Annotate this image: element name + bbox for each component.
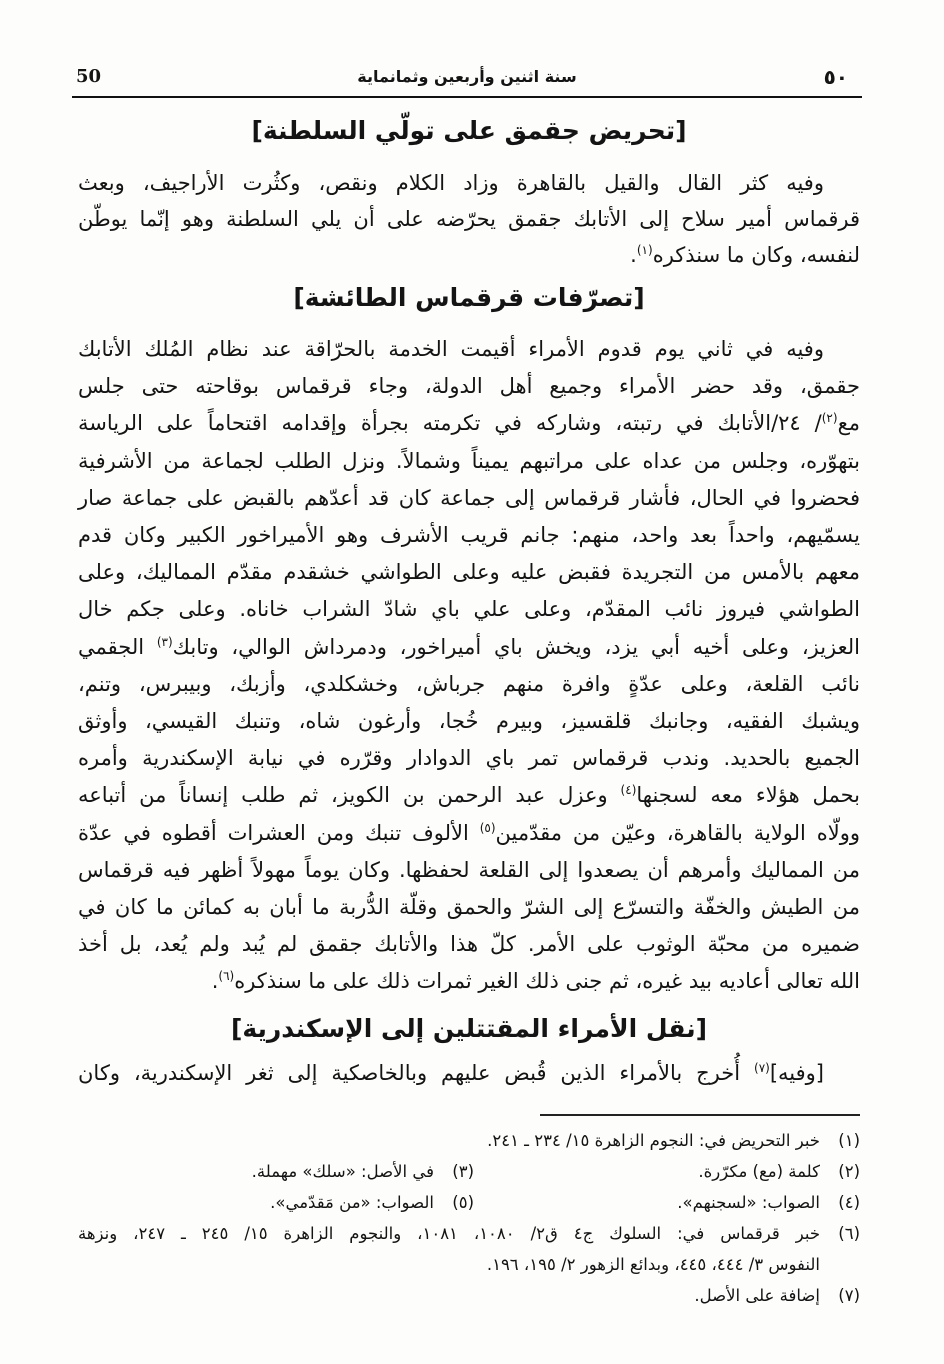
header-rule	[72, 96, 862, 98]
text-line	[78, 777, 860, 814]
footnote-number: (٦)	[838, 1224, 860, 1243]
text-run: .	[630, 243, 637, 267]
text-run: يسمّيهم، واحداً بعد واحد، منهم: جانم قريب الأشرف وهو الأميراخور الكبير وكان قدم	[78, 523, 860, 548]
text-line	[78, 852, 860, 889]
footnote-line: خبر قرقماس في: السلوك ج٤ ق٢/ ١٠٨٠، ١٠٨١، والنجوم الزاهرة ١٥/ ٢٤٥ ـ ٢٤٧، ونزهة	[78, 1224, 821, 1243]
footnote-text	[474, 1187, 820, 1218]
footnote-line: كلمة (مع) مكرّرة.	[698, 1162, 820, 1181]
text-line	[78, 331, 860, 368]
text-run: الطواشي فيروز نائب المقدّم، وعلى علي باي شادّ الشراب خاناه. وعلى جكم خال	[78, 597, 860, 622]
footnote-text	[78, 1280, 820, 1311]
footnote-reference: (١)	[636, 243, 653, 257]
footnote	[78, 1125, 860, 1156]
text-run: الجميع بالحديد. وندب قرقماس تمر باي الدوادار وقرّره في نيابة الإسكندرية وأمره	[78, 746, 860, 771]
text-run: لنفسه، وكان ما سنذكره	[652, 243, 860, 267]
footnote-reference: (٦)	[218, 969, 235, 984]
paragraph-incitement	[78, 165, 860, 273]
text-run: الجقمي	[78, 634, 157, 659]
text-run: [وفيه]	[769, 1061, 824, 1085]
text-line	[78, 703, 860, 740]
text-line	[78, 629, 860, 666]
text-line	[78, 591, 860, 628]
footnote-reference: (٧)	[754, 1061, 770, 1075]
text-line	[78, 889, 860, 926]
footnote-reference: (٣)	[156, 634, 173, 649]
footnote-number: (١)	[838, 1131, 860, 1150]
text-run: قرقماس أمير سلاح إلى الأتابك جقمق يحرّضه على أن يلي السلطنة وهو إنّما يوطّن	[78, 207, 860, 231]
paragraph-reckless-actions	[78, 331, 860, 1001]
text-line	[78, 405, 860, 442]
text-run: ويشبك الفقيه، وجانبك قلقسيز، وبيرم خُجا، وأرغون شاه، وتنبك القيسي، وأوثق	[78, 709, 860, 734]
footnote	[474, 1187, 860, 1218]
text-run: مع	[837, 411, 860, 436]
text-line	[78, 443, 860, 480]
text-line	[78, 201, 860, 237]
text-line	[78, 517, 860, 554]
running-head	[72, 62, 862, 92]
text-line	[78, 815, 860, 852]
text-line	[78, 1055, 860, 1092]
footnote-text	[474, 1156, 820, 1187]
text-run: نائب القلعة، وعلى عدّةٍ وافرة منهم جرباش، وخشكلدي، وأزبك، وبيبرس، وتنم،	[78, 671, 860, 696]
text-line	[78, 237, 860, 273]
text-run: العزيز، وعلى أخيه أبي يزد، ويخش باي أميراخور، ودمرداش الوالي، وتابك	[172, 634, 861, 659]
footnote-row	[78, 1218, 860, 1280]
section-title-incitement: [تحريض جقمق على تولّي السلطنة]	[251, 116, 687, 145]
footnote-row	[78, 1187, 860, 1218]
footnote	[78, 1156, 474, 1187]
footnote-text	[78, 1156, 434, 1187]
footnote-row	[78, 1280, 860, 1311]
text-line	[78, 554, 860, 591]
text-line	[78, 963, 860, 1000]
text-run: من الطيش والخفّة والتسرّع إلى الشرّ والحمق وقلّة الدُّربة ما أبان به كمائن ما كان في	[78, 895, 860, 920]
text-line	[78, 368, 860, 405]
footnote	[78, 1280, 860, 1311]
footnote	[474, 1156, 860, 1187]
footnote-row	[78, 1125, 860, 1156]
footnote	[78, 1187, 474, 1218]
footnote-number: (٧)	[838, 1286, 860, 1305]
text-run: الألوف تنبك ومن العشرات أقطوه في عدّة	[78, 820, 480, 845]
footnote-reference: (٥)	[479, 820, 496, 835]
footnote-text	[78, 1187, 434, 1218]
footnote	[78, 1218, 860, 1280]
footnote-rule	[540, 1114, 860, 1116]
text-run: وفيه كثر القال والقيل بالقاهرة وزاد الكلام ونقص، وكثُرت الأراجيف، وبعث	[78, 171, 824, 195]
footnote-row	[78, 1156, 860, 1187]
footnote-reference: (٤)	[620, 783, 637, 798]
text-run: / ٢٤/الأتابك في رتبته، وشاركه في تكرمته بجرأة وإقدامه اقتحاماً على الرياسة	[78, 411, 822, 436]
text-run: بتهوّره، وجلس من عداه على مراتبهم يميناً وشمالاً. ونزل الطلب لجماعة من الأشرفية	[78, 448, 860, 473]
footnote-line: في الأصل: «سلك» مهملة.	[251, 1162, 434, 1181]
text-run: أُخرج بالأمراء الذين قُبض عليهم وبالخاصكية إلى ثغر الإسكندرية، وكان	[78, 1061, 754, 1085]
footnote-number: (٣)	[452, 1162, 474, 1181]
text-run: جقمق، وقد حضر الأمراء وجميع أهل الدولة، وجاء قرقماس بوقاحته حتى جلس	[78, 374, 860, 399]
running-title: سنة اثنين وأربعين وثمانماية	[357, 67, 577, 86]
text-run: وفيه في ثاني يوم قدوم الأمراء أقيمت الخدمة بالحرّاقة عند نظام المُلك الأتابك	[78, 337, 824, 361]
section-title-reckless-actions: [تصرّفات قرقماس الطائشة]	[293, 283, 645, 312]
text-run: وعزل عبد الرحمن بن الكويز، ثم طلب إنساناً من أتباعه	[78, 783, 621, 808]
text-run: فحضروا في الحال، فأشار قرقماس إلى جماعة كان قد أعدّهم بالقبض على جماعة صار	[78, 485, 860, 510]
text-run: من المماليك وأمرهم أن يصعدوا إلى القلعة لحفظها. وكان يوماً مهولاً أظهر فيه قرقماس	[78, 857, 860, 882]
footnote-number: (٥)	[452, 1193, 474, 1212]
footnote-line: إضافة على الأصل.	[694, 1286, 820, 1305]
footnote-text	[78, 1125, 820, 1156]
text-run: الله تعالى أعاديه بيد غيره، ثم جنى ذلك الغير ثمرات ذلك على ما سنذكره	[234, 969, 860, 994]
footnote-number: (٢)	[838, 1162, 860, 1181]
text-line	[78, 740, 860, 777]
text-run: وولّاه الولاية بالقاهرة، وعيّن من مقدّمين	[495, 820, 860, 845]
footnote-reference: (٢)	[821, 411, 838, 426]
text-run: .	[211, 969, 219, 994]
text-line	[78, 926, 860, 963]
page-number-arabic: ٥٠	[823, 65, 848, 89]
text-run: بحمل هؤلاء معه لسجنها	[636, 783, 860, 808]
footnote-line: خبر التحريض في: النجوم الزاهرة ١٥/ ٢٣٤ ـ ٢٤١.	[487, 1131, 820, 1150]
text-run: ضميره من محبّة الوثوب على الأمر. كلّ هذا والأتابك جقمق لم يُبد ولم يُعد، بل أخذ	[78, 932, 860, 957]
footnote-number: (٤)	[838, 1193, 860, 1212]
text-line	[78, 480, 860, 517]
text-line	[78, 165, 860, 201]
text-line	[78, 666, 860, 703]
footnote-line: الصواب: «من مَقدّمي».	[270, 1193, 434, 1212]
footnotes	[78, 1125, 860, 1311]
section-title-transfer-to-alexandria: [نقل الأمراء المقتتلين إلى الإسكندرية]	[230, 1014, 708, 1043]
footnote-line: الصواب: «لسجنهم».	[677, 1193, 820, 1212]
footnote-text	[78, 1218, 820, 1280]
text-run: معهم بالأمس من التجريدة فقبض عليه وعلى الطواشي خشقدم مقدّم المماليك، وعلى	[78, 560, 860, 585]
paragraph-transfer-to-alexandria	[78, 1055, 860, 1092]
page-number-latin: 50	[76, 66, 102, 87]
footnote-line: النفوس ٣/ ٤٤٤، ٤٤٥، وبدائع الزهور ٢/ ١٩٥، ١٩٦.	[486, 1255, 820, 1274]
